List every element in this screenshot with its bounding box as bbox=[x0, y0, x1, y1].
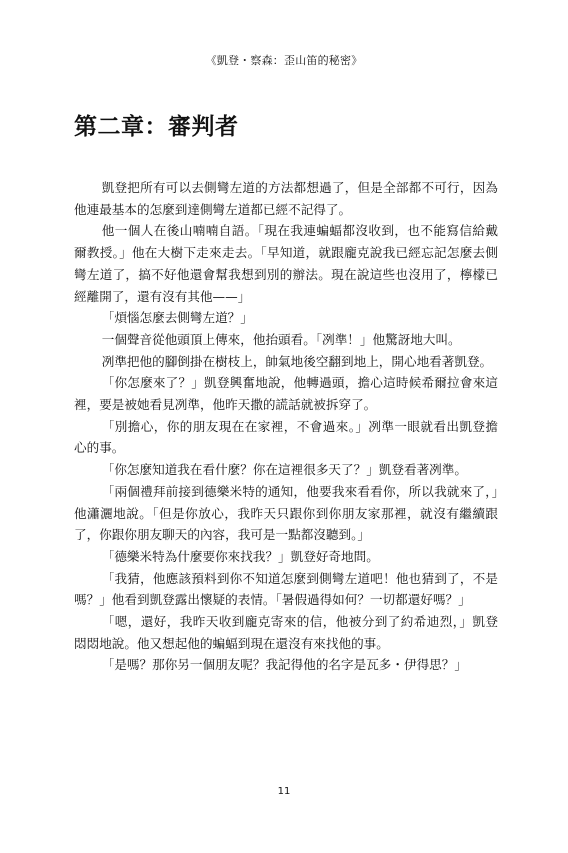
paragraph: 「兩個禮拜前接到德樂米特的通知，他要我來看看你，所以我就來了，」他瀟灑地說。「但是你放心，我昨天只跟你到你朋友家那裡，就沒有繼續跟了，你跟你朋友聊天的內容，我可是一點都沒聽到。」 bbox=[74, 483, 498, 543]
paragraph: 「煩惱怎麼去側彎左道？」 bbox=[101, 310, 253, 326]
paragraph: 「德樂米特為什麼要你來找我？」凱登好奇地問。 bbox=[101, 548, 379, 564]
paragraph: 凱登把所有可以去側彎左道的方法都想過了，但是全部都不可行，因為他連最基本的怎麼到達側彎左道都已經不記得了。 bbox=[74, 180, 498, 217]
paragraph: 「我猜，他應該預料到你不知道怎麼到側彎左道吧！他也猜到了，不是嗎？」他看到凱登露出懷疑的表情。「暑假過得如何？一切都還好嗎？」 bbox=[74, 570, 498, 608]
chapter-title: 第二章：審判者 bbox=[74, 113, 239, 140]
paragraph: 「嗯，還好，我昨天收到龐克寄來的信，他被分到了約希迪烈，」凱登悶悶地說。他又想起他的蝙蝠到現在還沒有來找他的事。 bbox=[74, 614, 498, 651]
paragraph: 「別擔心，你的朋友現在在家裡，不會過來。」冽準一眼就看出凱登擔心的事。 bbox=[74, 418, 498, 456]
paragraph: 他一個人在後山喃喃自語。「現在我連蝙蝠都沒收到，也不能寫信給戴爾教授。」他在大樹下走來走去。「早知道，就跟龐克說我已經忘記怎麼去側彎左道了，搞不好他還會幫我想到別的辦法。現在說這些也沒用了，檸檬已經離開了，還有沒有其他——」 bbox=[74, 223, 498, 304]
paragraph: 「你怎麼來了？」凱登興奮地說，他轉過頭，擔心這時候希爾拉會來這裡，要是被她看見冽準，他昨天撒的謊話就被拆穿了。 bbox=[74, 375, 498, 413]
paragraph: 冽準把他的腳倒掛在樹枝上，帥氣地後空翻到地上，開心地看著凱登。 bbox=[101, 353, 493, 369]
running-header: 《凱登・察森：歪山笛的秘密》 bbox=[205, 54, 363, 67]
chapter-body bbox=[74, 177, 498, 676]
page-number: 11 bbox=[277, 786, 291, 797]
paragraph: 「你怎麼知道我在看什麼？你在這裡很多天了？」凱登看著冽準。 bbox=[101, 462, 467, 478]
paragraph: 「是嗎？那你另一個朋友呢？我記得他的名字是瓦多・伊得思？」 bbox=[101, 657, 467, 673]
paragraph: 一個聲音從他頭頂上傳來，他抬頭看。「冽準！」他驚訝地大叫。 bbox=[101, 331, 461, 347]
